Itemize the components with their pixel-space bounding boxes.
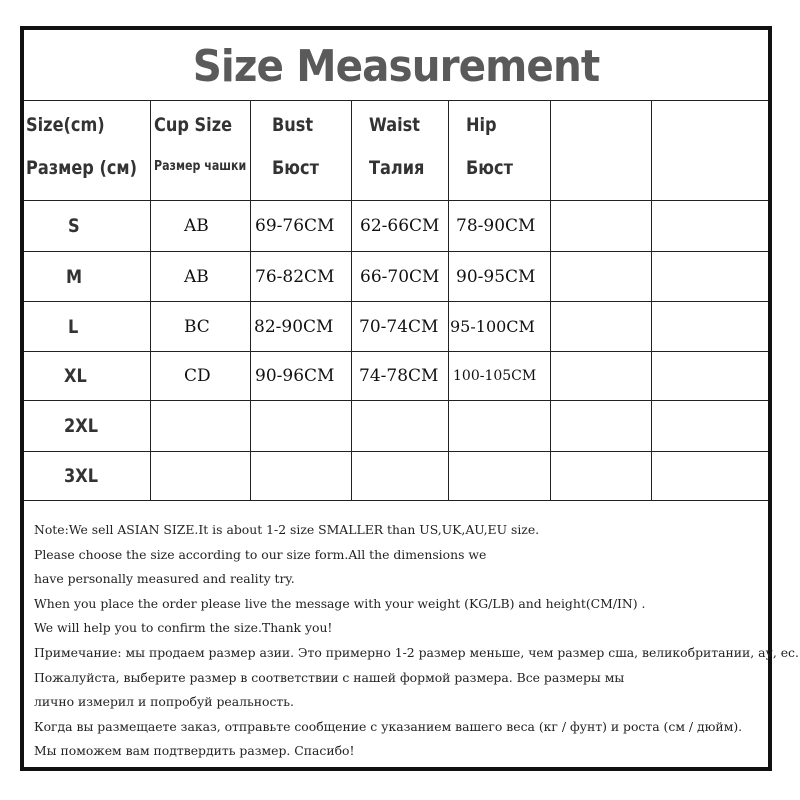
table-row	[24, 201, 150, 251]
page-title: Size Measurement	[192, 41, 600, 92]
hip-value: 95-100CM	[450, 317, 535, 336]
table-row	[24, 352, 150, 400]
size-label: M	[66, 266, 83, 288]
size-label: L	[68, 315, 79, 338]
table-row	[24, 302, 150, 351]
header-waist	[351, 100, 448, 200]
header-bust-en: Bust	[272, 114, 314, 136]
cup-cell	[150, 252, 250, 302]
bust-value: 69-76CM	[255, 216, 335, 236]
note-line: When you place the order please live the message with your weight (KG/LB) and height(CM/IN) .	[34, 595, 646, 611]
note-line: Примечание: мы продаем размер азии. Это примерно 1-2 размер меньше, чем размер сша, великобритании, ау, ес.	[34, 644, 799, 660]
cup-cell	[150, 302, 250, 351]
header-size-en: Size(cm)	[26, 114, 105, 136]
bust-cell	[250, 201, 351, 251]
hip-cell	[448, 302, 550, 351]
bust-value: 76-82CM	[255, 267, 335, 287]
cup-value: CD	[184, 366, 211, 386]
header-cup-ru: Размер чашки	[154, 159, 247, 174]
cup-cell	[150, 201, 250, 251]
header-waist-ru: Талия	[369, 157, 425, 179]
table-row	[24, 452, 150, 500]
note-line: Когда вы размещаете заказ, отправьте сообщение с указанием вашего веса (кг / фунт) и роста (см / дюйм).	[34, 718, 743, 734]
waist-value: 62-66CM	[360, 216, 440, 236]
cup-value: AB	[184, 216, 209, 236]
table-row	[24, 401, 150, 451]
waist-cell	[351, 252, 448, 302]
note-line: Note:We sell ASIAN SIZE.It is about 1-2 size SMALLER than US,UK,AU,EU size.	[34, 522, 540, 537]
size-label: XL	[64, 365, 87, 387]
header-hip-ru: Бюст	[466, 157, 513, 179]
header-bust	[250, 100, 351, 200]
header-hip	[448, 100, 550, 200]
size-label: S	[68, 215, 80, 237]
cup-cell	[150, 352, 250, 400]
hip-cell	[448, 201, 550, 251]
note-line: We will help you to confirm the size.Thank you!	[34, 620, 333, 636]
hip-cell	[448, 252, 550, 302]
bust-value: 90-96CM	[255, 366, 335, 386]
header-waist-en: Waist	[369, 114, 421, 136]
note-line: Please choose the size according to our size form.All the dimensions we	[34, 546, 487, 562]
note-line: лично измерил и попробуй реальность.	[34, 694, 294, 710]
size-chart-frame	[20, 26, 799, 771]
waist-value: 66-70CM	[360, 267, 440, 287]
header-bust-ru: Бюст	[272, 157, 319, 179]
note-line: have personally measured and reality try.	[34, 571, 295, 587]
hip-value: 100-105CM	[453, 368, 537, 384]
cup-value: AB	[184, 267, 209, 287]
waist-cell	[351, 302, 448, 351]
size-notes	[34, 518, 799, 764]
bust-cell	[250, 302, 351, 351]
header-size-ru: Размер (см)	[26, 157, 138, 179]
waist-cell	[351, 352, 448, 400]
header-cup	[150, 100, 250, 200]
size-label: 3XL	[64, 465, 98, 487]
hip-value: 78-90CM	[456, 216, 536, 236]
waist-value: 70-74CM	[359, 316, 439, 337]
size-label: 2XL	[64, 415, 98, 437]
table-line	[24, 500, 768, 501]
header-size	[24, 100, 150, 200]
table-line	[651, 100, 652, 500]
hip-cell	[448, 352, 550, 400]
bust-value: 82-90CM	[254, 316, 334, 337]
bust-cell	[250, 252, 351, 302]
note-line: Мы поможем вам подтвердить размер. Спасибо!	[34, 743, 355, 759]
waist-value: 74-78CM	[359, 366, 439, 386]
table-row	[24, 252, 150, 302]
hip-value: 90-95CM	[456, 267, 536, 287]
cup-value: BC	[184, 316, 210, 337]
table-line	[550, 100, 551, 500]
header-cup-en: Cup Size	[154, 114, 233, 136]
bust-cell	[250, 352, 351, 400]
note-line: Пожалуйста, выберите размер в соответствии с нашей формой размера. Все размеры мы	[34, 669, 625, 685]
header-hip-en: Hip	[466, 114, 497, 136]
waist-cell	[351, 201, 448, 251]
